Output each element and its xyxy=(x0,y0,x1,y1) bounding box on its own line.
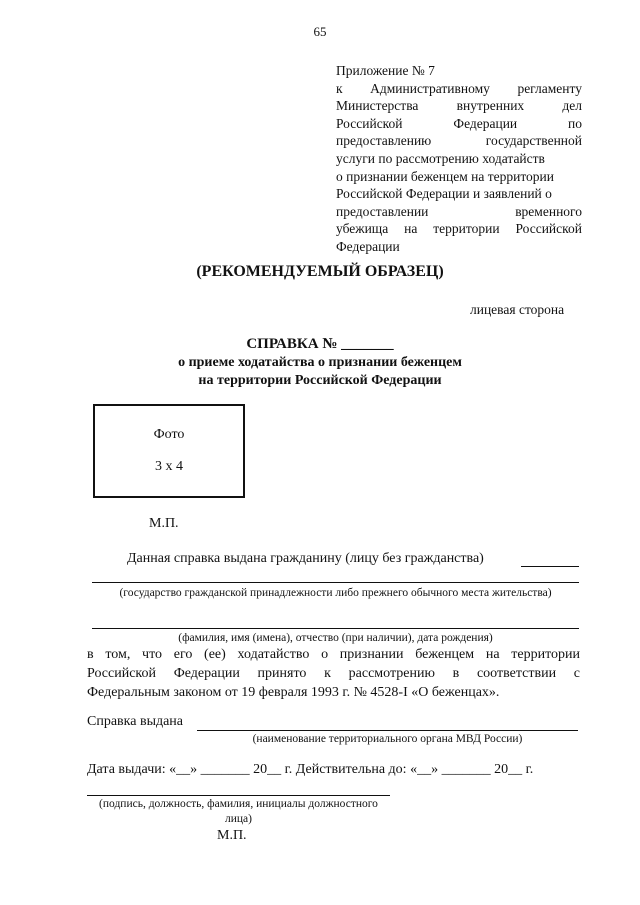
appendix-line: предоставлению государственной xyxy=(336,133,582,149)
note-signature: (подпись, должность, фамилия, инициалы должностного лица) xyxy=(99,798,378,825)
certificate-subtitle-line-1: о приеме ходатайства о признании беженцем xyxy=(178,355,462,370)
citizenship-line xyxy=(92,582,579,583)
photo-label: Фото xyxy=(153,427,185,442)
body-paragraph xyxy=(87,645,580,702)
authority-line xyxy=(197,730,578,731)
recommended-sample-heading: (РЕКОМЕНДУЕМЫЙ ОБРАЗЕЦ) xyxy=(196,263,444,280)
appendix-header xyxy=(336,62,582,256)
photo-size: 3 х 4 xyxy=(155,459,183,474)
certificate-title: СПРАВКА № _______ xyxy=(246,336,394,352)
issued-to-blank xyxy=(521,566,579,567)
note-authority: (наименование территориального органа МВД России) xyxy=(252,733,523,745)
appendix-line: о признании беженцем на территории xyxy=(336,168,554,184)
name-line xyxy=(92,628,579,629)
note-citizenship: (государство гражданской принадлежности либо прежнего обычного места жительства) xyxy=(119,587,552,599)
side-label: лицевая сторона xyxy=(470,302,565,317)
appendix-line: предоставлении временного xyxy=(336,203,582,219)
stamp-place-1: М.П. xyxy=(149,516,179,531)
appendix-line: Министерства внутренних дел xyxy=(336,98,582,114)
appendix-line: услуги по рассмотрению ходатайств xyxy=(336,150,545,166)
body-line-1: в том, что его (ее) ходатайство о признании беженцем на территории xyxy=(87,647,580,662)
certificate-issued-label: Справка выдана xyxy=(87,714,184,729)
appendix-line: убежища на территории Российской xyxy=(336,221,582,237)
note-name: (фамилия, имя (имена), отчество (при наличии), дата рождения) xyxy=(178,632,493,644)
dates-line: Дата выдачи: «__» _______ 20__ г. Действительна до: «__» _______ 20__ г. xyxy=(87,762,534,777)
stamp-place-2: М.П. xyxy=(217,828,247,843)
body-line-2: Российской Федерации принято к рассмотрению в соответствии с xyxy=(87,666,580,681)
photo-box xyxy=(93,404,245,498)
appendix-line: к Административному регламенту xyxy=(336,80,582,96)
certificate-subtitle-line-2: на территории Российской Федерации xyxy=(198,373,442,388)
appendix-line: Приложение № 7 xyxy=(336,63,435,78)
signature-line xyxy=(87,795,390,796)
appendix-line: Федерации xyxy=(336,238,400,254)
appendix-line: Российской Федерации и заявлений о xyxy=(336,186,552,202)
issued-to-text: Данная справка выдана гражданину (лицу без гражданства) xyxy=(127,551,484,566)
body-line-3: Федеральным законом от 19 февраля 1993 г. № 4528-I «О беженцах». xyxy=(87,685,500,700)
page-number: 65 xyxy=(313,24,327,39)
appendix-line: Российской Федерации по xyxy=(336,115,582,131)
